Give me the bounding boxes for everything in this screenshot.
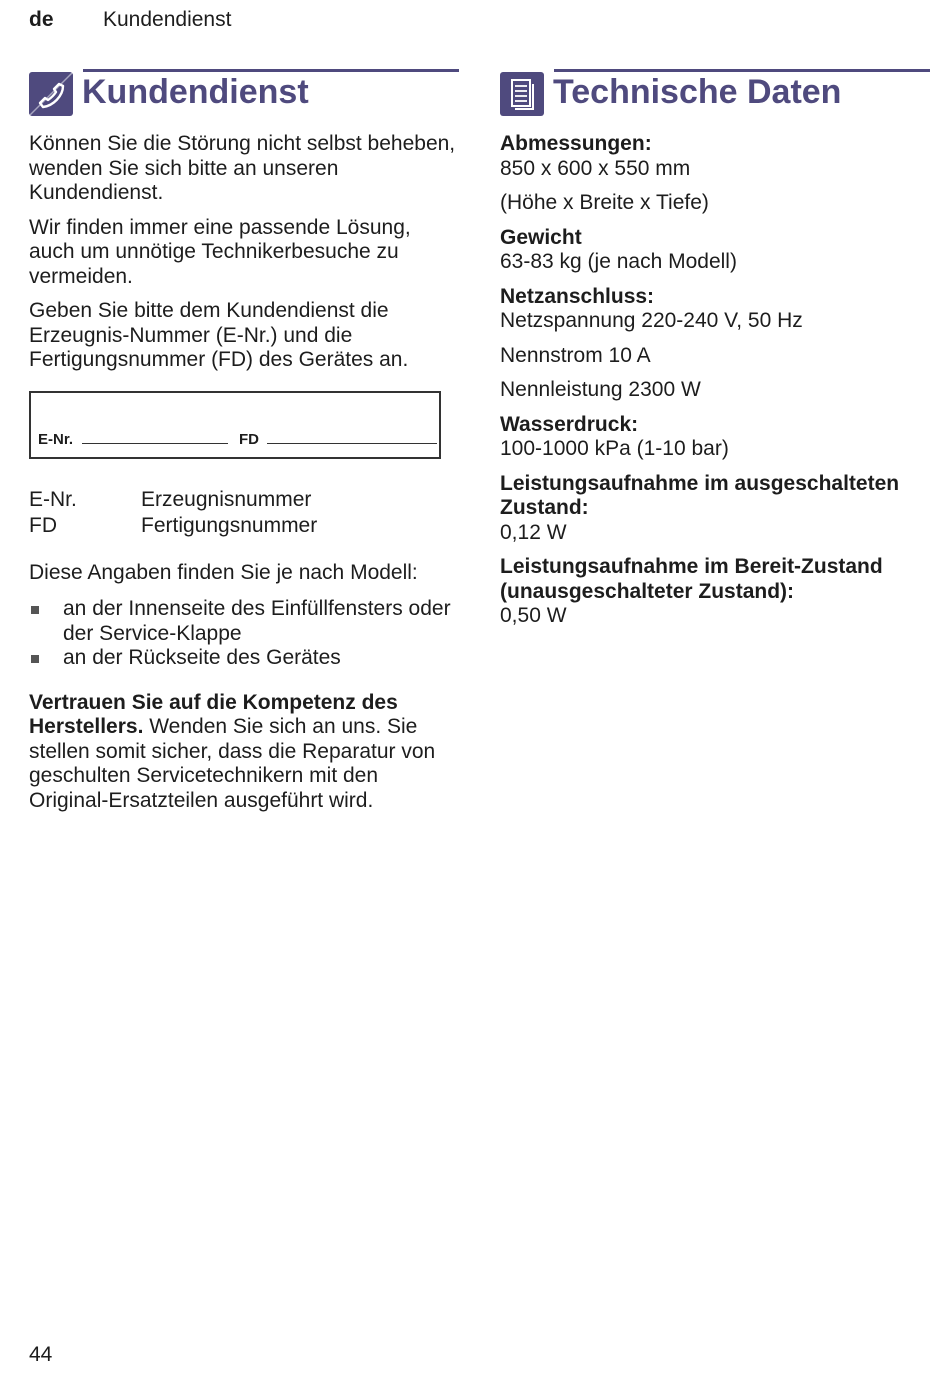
rating-label-box [29, 391, 441, 459]
section-rule [554, 69, 930, 72]
definition-list [29, 487, 459, 539]
customer-service-section [29, 68, 459, 823]
list-item-text: an der Rückseite des Gerätes [63, 646, 341, 669]
spec-off-mode-power [500, 472, 930, 546]
definition-value: Erzeugnisnummer [141, 487, 312, 511]
document-icon [500, 72, 544, 116]
spec-title: Leistungsaufnahme im Bereit-Zustand (unausgeschalteter Zustand): [500, 555, 883, 603]
bullet-icon [31, 655, 39, 663]
spec-value: Netzspannung 220-240 V, 50 Hz [500, 309, 803, 332]
spec-value: 0,50 W [500, 604, 567, 627]
spec-value: Nennleistung 2300 W [500, 378, 701, 401]
definition-value: Fertigungsnummer [141, 513, 318, 537]
spec-title: Abmessungen: [500, 132, 652, 155]
running-head [29, 8, 232, 32]
language-code: de [29, 8, 54, 31]
spec-standby-power [500, 555, 930, 629]
enr-label: E-Nr. [38, 430, 74, 448]
phone-icon [29, 72, 73, 116]
definition-key: E-Nr. [29, 487, 77, 511]
location-list [29, 597, 459, 671]
intro-paragraph: Können Sie die Störung nicht selbst beheben, wenden Sie sich bitte an unseren Kundendienst. [29, 132, 456, 204]
spec-value: 850 x 600 x 550 mm [500, 156, 691, 180]
definition-row [29, 487, 459, 513]
spec-value: Nennstrom 10 A [500, 343, 651, 367]
numbers-paragraph: Geben Sie bitte dem Kundendienst die Erzeugnis-Nummer (E-Nr.) und die Fertigungsnummer (FD) des Gerätes an. [29, 299, 409, 371]
section-rule [83, 69, 459, 72]
chapter-name: Kundendienst [103, 8, 232, 31]
page-number: 44 [29, 1343, 53, 1366]
fd-line [267, 443, 437, 444]
bullet-icon [31, 606, 39, 614]
spec-power-connection [500, 285, 930, 403]
trust-emphasis: Vertrauen Sie auf die Kompetenz des Herstellers. [29, 690, 398, 738]
section-title: Technische Daten [553, 73, 842, 111]
spec-weight [500, 226, 930, 275]
technical-data-section [500, 68, 930, 639]
enr-line [82, 443, 228, 444]
spec-title: Netzanschluss: [500, 284, 655, 308]
location-paragraph: Diese Angaben finden Sie je nach Modell: [29, 560, 418, 584]
spec-value: 63-83 kg (je nach Modell) [500, 250, 737, 273]
trust-text: Wenden Sie sich an uns. Sie stellen somit sicher, dass die Reparatur von geschulten Servicetechnikern mit den Original-Ersatzteilen ausgeführt wird. [29, 715, 436, 812]
spec-title: Gewicht [500, 225, 582, 249]
list-item-text: an der Innenseite des Einfüllfensters oder der Service-Klappe [63, 597, 451, 645]
fd-label: FD [239, 430, 259, 448]
spec-water-pressure [500, 413, 930, 462]
spec-value: (Höhe x Breite x Tiefe) [500, 191, 709, 214]
spec-title: Wasserdruck: [500, 412, 639, 436]
spec-value: 100-1000 kPa (1-10 bar) [500, 437, 729, 460]
section-header [500, 68, 930, 118]
section-header [29, 68, 459, 118]
section-title: Kundendienst [82, 73, 309, 111]
spec-value: 0,12 W [500, 520, 567, 544]
definition-row [29, 513, 459, 539]
list-item [29, 646, 459, 671]
list-item [29, 597, 459, 646]
definition-key: FD [29, 513, 57, 537]
spec-title: Leistungsaufnahme im ausgeschalteten Zustand: [500, 471, 900, 519]
spec-dimensions [500, 132, 930, 216]
trust-paragraph [29, 691, 459, 814]
solution-paragraph: Wir finden immer eine passende Lösung, auch um unnötige Technikerbesuche zu vermeiden. [29, 215, 411, 288]
